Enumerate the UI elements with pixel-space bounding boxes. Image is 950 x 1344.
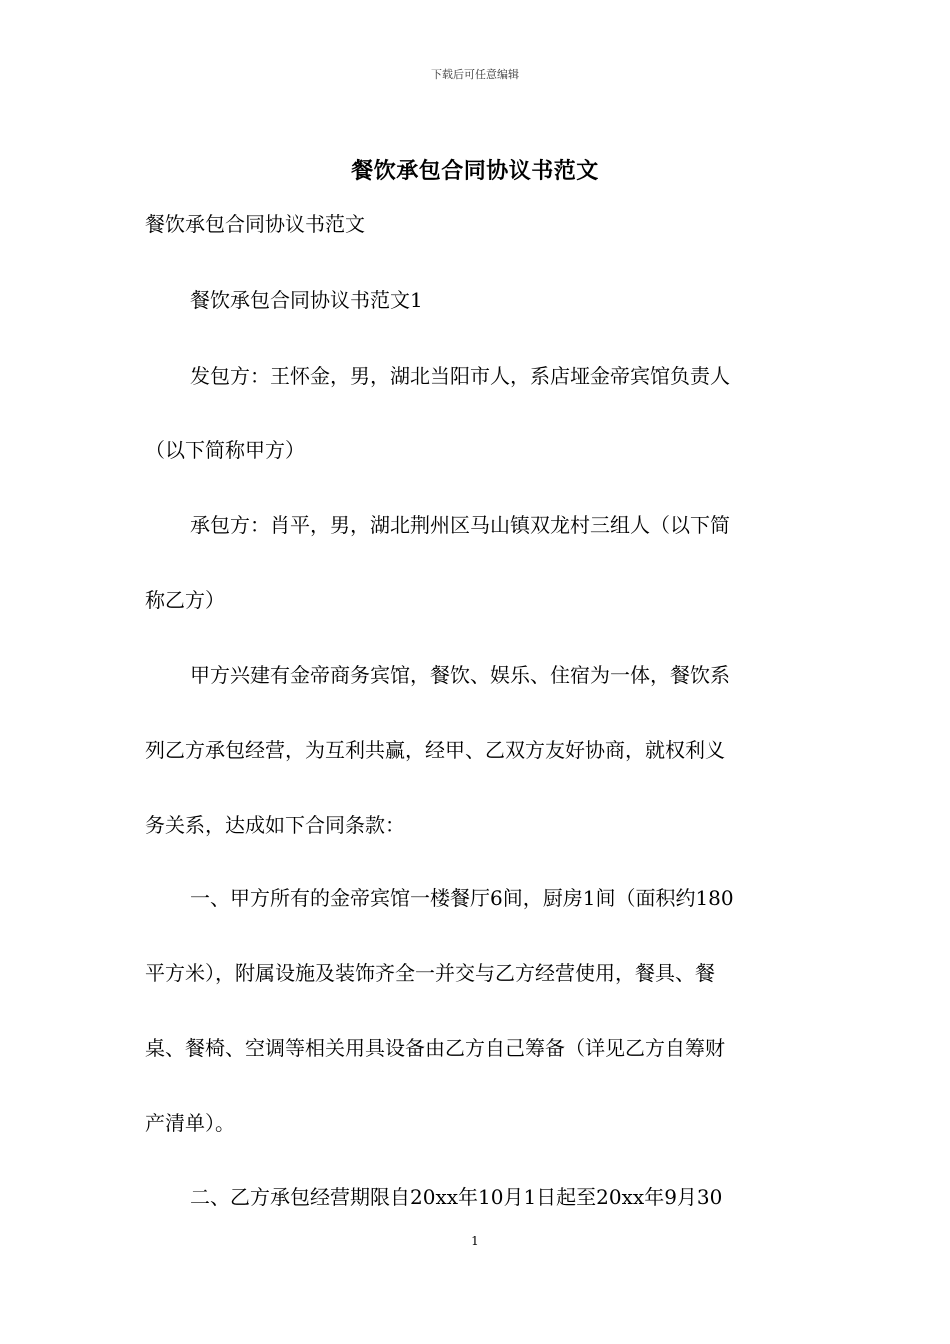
paragraph-line: 甲方兴建有金帝商务宾馆，餐饮、娱乐、住宿为一体，餐饮系	[190, 663, 730, 687]
paragraph-line: 平方米），附属设施及装饰齐全一并交与乙方经营使用，餐具、餐	[145, 961, 715, 985]
paragraph-line: 二、乙方承包经营期限自20xx年10月1日起至20xx年9月30	[190, 1185, 723, 1209]
paragraph-line: 发包方：王怀金，男，湖北当阳市人，系店垭金帝宾馆负责人	[190, 364, 730, 388]
paragraph-line: 一、甲方所有的金帝宾馆一楼餐厅6间，厨房1间（面积约180	[190, 886, 734, 910]
paragraph-line: 产清单）。	[145, 1111, 235, 1135]
paragraph-line: 称乙方）	[145, 588, 225, 612]
paragraph-line: 承包方：肖平，男，湖北荆州区马山镇双龙村三组人（以下简	[190, 513, 730, 537]
paragraph-line: 列乙方承包经营，为互利共赢，经甲、乙双方友好协商，就权利义	[145, 738, 725, 762]
section-heading: 餐饮承包合同协议书范文1	[190, 288, 423, 312]
page-number: 1	[471, 1234, 479, 1248]
page-header: 下载后可任意编辑	[431, 68, 519, 81]
paragraph-line: （以下简称甲方）	[145, 438, 305, 462]
paragraph-line: 务关系，达成如下合同条款：	[145, 813, 405, 837]
subtitle-line: 餐饮承包合同协议书范文	[145, 212, 365, 236]
paragraph-line: 桌、餐椅、空调等相关用具设备由乙方自己筹备（详见乙方自筹财	[145, 1036, 725, 1060]
document-title: 餐饮承包合同协议书范文	[351, 159, 599, 184]
